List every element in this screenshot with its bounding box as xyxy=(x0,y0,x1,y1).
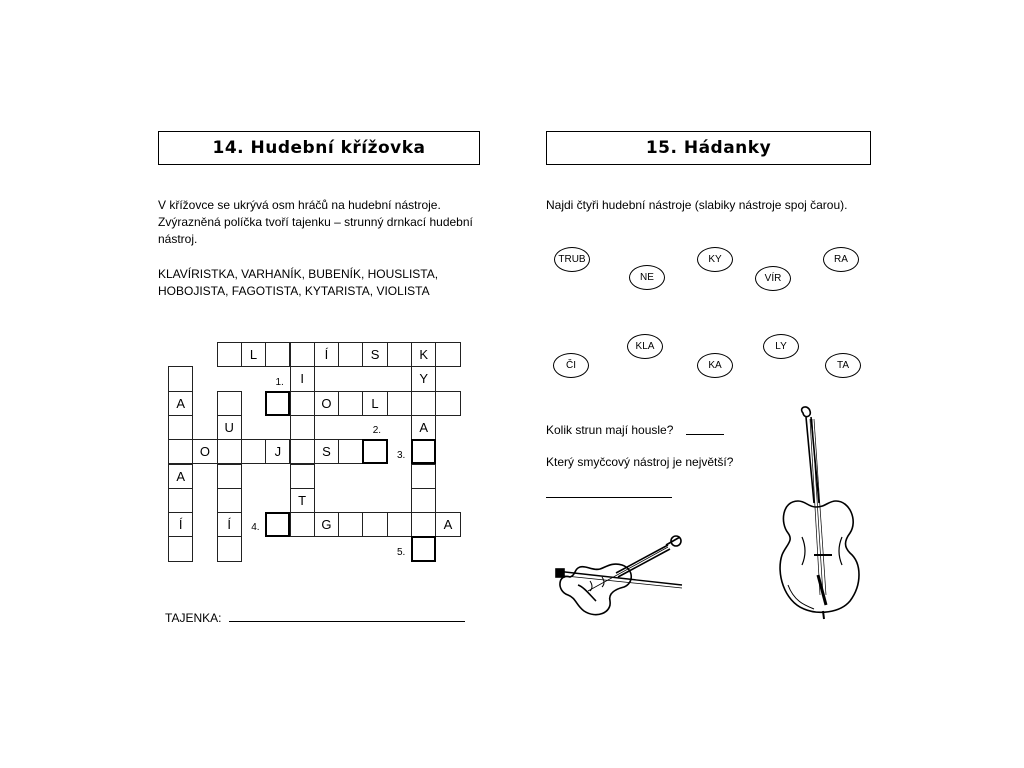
crossword-cell[interactable]: T xyxy=(290,488,315,513)
crossword-cell[interactable]: J xyxy=(265,439,290,464)
crossword-cell[interactable] xyxy=(362,512,387,537)
answer-line-strings[interactable] xyxy=(686,434,724,435)
crossword-instructions: V křížovce se ukrývá osm hráčů na hudební nástroje. Zvýrazněná políčka tvoří tajenku – strunný drnkací hudební nástroj. xyxy=(158,198,473,246)
word-list: KLAVÍRISTKA, VARHANÍK, BUBENÍK, HOUSLISTA, HOBOJISTA, FAGOTISTA, KYTARISTA, VIOLISTA xyxy=(158,267,439,298)
crossword-cell[interactable]: A xyxy=(168,391,193,416)
crossword-cell[interactable] xyxy=(338,512,363,537)
crossword-cell[interactable] xyxy=(290,464,315,489)
crossword-cell[interactable] xyxy=(290,512,315,537)
crossword-cell[interactable] xyxy=(217,536,242,561)
crossword-cell[interactable] xyxy=(217,464,242,489)
crossword-cell[interactable] xyxy=(217,391,242,416)
tajenka-label: TAJENKA: xyxy=(165,611,222,625)
crossword-cell[interactable] xyxy=(217,342,242,367)
crossword-cell[interactable]: S xyxy=(314,439,339,464)
crossword-cell[interactable]: S xyxy=(362,342,387,367)
crossword-cell[interactable] xyxy=(411,488,436,513)
crossword-cell[interactable] xyxy=(168,366,193,391)
crossword-clue-number: 1. xyxy=(275,376,284,388)
crossword-cell[interactable]: U xyxy=(217,415,242,440)
crossword-cell[interactable] xyxy=(411,464,436,489)
crossword-cell[interactable] xyxy=(241,439,266,464)
crossword-cell[interactable]: L xyxy=(241,342,266,367)
crossword-cell[interactable] xyxy=(338,391,363,416)
left-page-title: 14. Hudební křížovka xyxy=(158,131,480,165)
syllable-bubble[interactable]: RA xyxy=(823,247,859,272)
syllable-bubble[interactable]: VÍR xyxy=(755,266,791,291)
crossword-cell[interactable]: Í xyxy=(314,342,339,367)
crossword-cell[interactable] xyxy=(338,439,363,464)
crossword-cell[interactable] xyxy=(168,536,193,561)
crossword-cell[interactable] xyxy=(290,391,315,416)
crossword-cell[interactable]: Y xyxy=(411,366,436,391)
crossword-cell[interactable]: L xyxy=(362,391,387,416)
crossword-cell[interactable] xyxy=(435,391,460,416)
crossword-cell[interactable] xyxy=(387,512,412,537)
syllable-bubble[interactable]: KLA xyxy=(627,334,663,359)
crossword-cell-highlighted[interactable] xyxy=(265,512,290,537)
syllable-bubble[interactable]: KY xyxy=(697,247,733,272)
crossword-cell[interactable] xyxy=(217,488,242,513)
syllable-bubble[interactable]: TRUB xyxy=(554,247,590,272)
crossword-clue-number: 5. xyxy=(397,546,406,558)
tajenka-answer-line[interactable] xyxy=(229,621,465,622)
crossword-cell[interactable]: K xyxy=(411,342,436,367)
crossword-clue-number: 3. xyxy=(397,449,406,461)
answer-line-largest[interactable] xyxy=(546,497,672,498)
crossword-cell[interactable] xyxy=(217,439,242,464)
crossword-cell[interactable]: A xyxy=(435,512,460,537)
syllable-bubble[interactable]: KA xyxy=(697,353,733,378)
crossword-cell[interactable] xyxy=(411,512,436,537)
right-page-title: 15. Hádanky xyxy=(546,131,871,165)
crossword-cell[interactable]: Í xyxy=(168,512,193,537)
crossword-cell[interactable] xyxy=(168,415,193,440)
crossword-cell[interactable]: Í xyxy=(217,512,242,537)
question-strings: Kolik strun mají housle? xyxy=(546,423,674,437)
syllable-bubble[interactable]: TA xyxy=(825,353,861,378)
crossword-cell[interactable] xyxy=(387,391,412,416)
crossword-cell[interactable] xyxy=(411,391,436,416)
crossword-cell[interactable]: A xyxy=(168,464,193,489)
crossword-cell[interactable] xyxy=(168,439,193,464)
crossword-cell[interactable] xyxy=(290,439,315,464)
crossword-cell[interactable]: G xyxy=(314,512,339,537)
crossword-cell[interactable] xyxy=(265,342,290,367)
double-bass-illustration xyxy=(770,405,865,620)
crossword-cell[interactable] xyxy=(435,342,460,367)
crossword-cell[interactable]: O xyxy=(192,439,217,464)
crossword-cell-highlighted[interactable] xyxy=(411,439,436,464)
syllable-bubble[interactable]: NE xyxy=(629,265,665,290)
crossword-cell-highlighted[interactable] xyxy=(411,536,436,561)
crossword-cell-highlighted[interactable] xyxy=(265,391,290,416)
question-largest-instrument: Který smyčcový nástroj je největší? xyxy=(546,455,734,469)
crossword-clue-number: 4. xyxy=(251,522,260,534)
syllable-bubble[interactable]: ČI xyxy=(553,353,589,378)
crossword-cell[interactable] xyxy=(290,342,315,367)
crossword-cell[interactable] xyxy=(387,342,412,367)
crossword-cell[interactable]: I xyxy=(290,366,315,391)
crossword-cell[interactable] xyxy=(168,488,193,513)
crossword-clue-number: 2. xyxy=(372,425,382,437)
crossword-cell[interactable] xyxy=(290,415,315,440)
crossword-cell-highlighted[interactable] xyxy=(362,439,387,464)
syllable-bubble[interactable]: LY xyxy=(763,334,799,359)
riddle-instructions: Najdi čtyři hudební nástroje (slabiky nástroje spoj čarou). xyxy=(546,198,848,212)
crossword-cell[interactable]: A xyxy=(411,415,436,440)
violin-illustration xyxy=(550,525,690,620)
crossword-cell[interactable] xyxy=(338,342,363,367)
crossword-cell[interactable]: O xyxy=(314,391,339,416)
